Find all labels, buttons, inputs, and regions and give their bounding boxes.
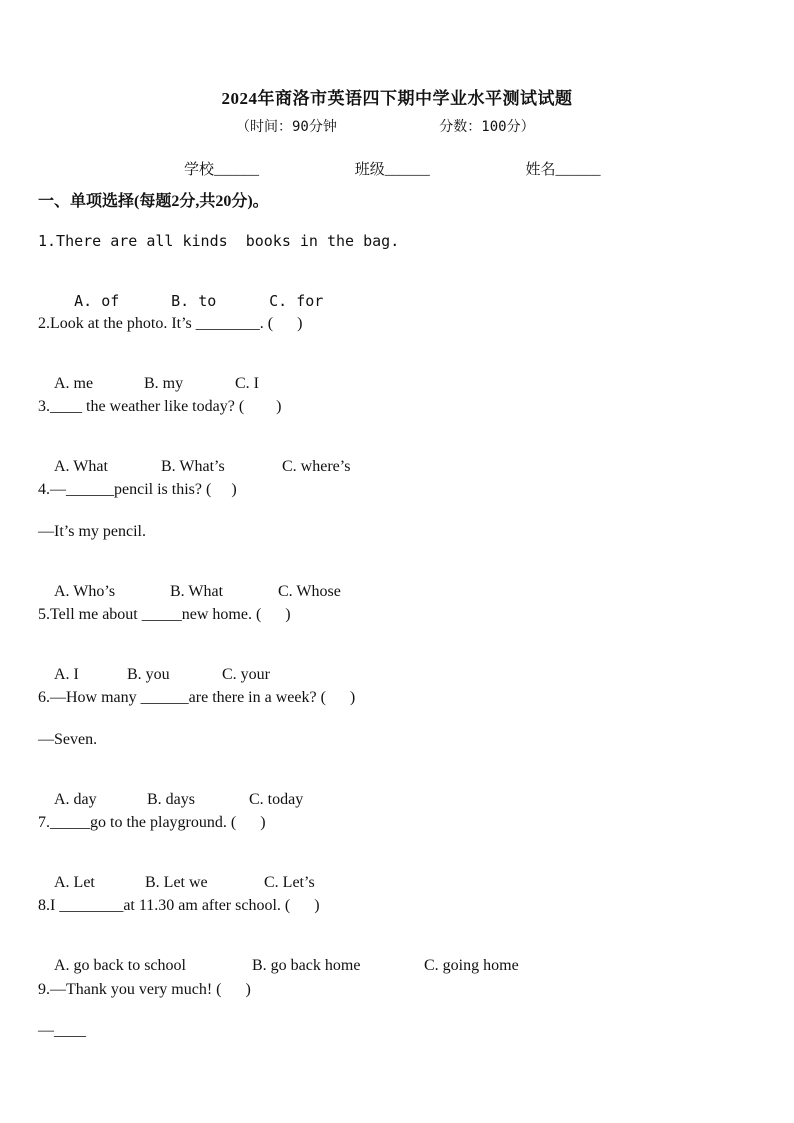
option-a: A. day [54, 791, 97, 808]
option-b: B. to [171, 292, 217, 310]
option-b: B. What [170, 583, 224, 600]
option-c: C. where’s [282, 458, 351, 475]
question-3-stem: 3.____ the weather like today? ( ) [38, 398, 282, 415]
school-field: 学校______ [184, 162, 260, 178]
exam-meta [236, 116, 535, 136]
question-1-stem: 1.There are all kinds books in the bag. [38, 232, 400, 250]
time-limit: （时间：90分钟 [236, 119, 337, 135]
option-c: C. Whose [278, 583, 341, 600]
option-a: A. What [54, 458, 108, 475]
question-9-answer: —____ [38, 1022, 86, 1039]
question-7-stem: 7._____go to the playground. ( ) [38, 814, 266, 831]
option-a: A. Who’s [54, 583, 116, 600]
question-4-answer: —It’s my pencil. [38, 523, 146, 540]
student-info [184, 158, 601, 179]
option-b: B. days [147, 791, 195, 808]
option-c: C. Let’s [264, 874, 315, 891]
option-a: A. I [54, 666, 79, 683]
option-c: C. I [235, 375, 259, 392]
option-b: B. go back home [252, 957, 361, 974]
option-c: C. for [269, 292, 324, 310]
option-c: C. your [222, 666, 270, 683]
total-score: 分数：100分） [439, 119, 535, 135]
section-heading: 一、单项选择(每题2分,共20分)。 [38, 193, 269, 210]
question-2-stem: 2.Look at the photo. It’s ________. ( ) [38, 315, 303, 332]
question-9-stem: 9.—Thank you very much! ( ) [38, 981, 251, 998]
question-4-stem: 4.—______pencil is this? ( ) [38, 481, 237, 498]
question-8-stem: 8.I ________at 11.30 am after school. ( ) [38, 897, 320, 914]
option-a: A. Let [54, 874, 95, 891]
option-c: C. today [249, 791, 304, 808]
question-6-answer: —Seven. [38, 731, 98, 748]
name-field: 姓名______ [525, 162, 601, 178]
option-b: B. Let we [145, 874, 208, 891]
option-b: B. my [144, 375, 184, 392]
question-5-stem: 5.Tell me about _____new home. ( ) [38, 606, 291, 623]
option-a: A. of [74, 292, 120, 310]
option-c: C. going home [424, 957, 519, 974]
option-b: B. you [127, 666, 170, 683]
option-a: A. me [54, 375, 94, 392]
page-title: 2024年商洛市英语四下期中学业水平测试试题 [221, 89, 573, 108]
option-a: A. go back to school [54, 957, 186, 974]
question-6-stem: 6.—How many ______are there in a week? ( ) [38, 689, 356, 706]
class-field: 班级______ [354, 162, 430, 178]
option-b: B. What’s [161, 458, 225, 475]
